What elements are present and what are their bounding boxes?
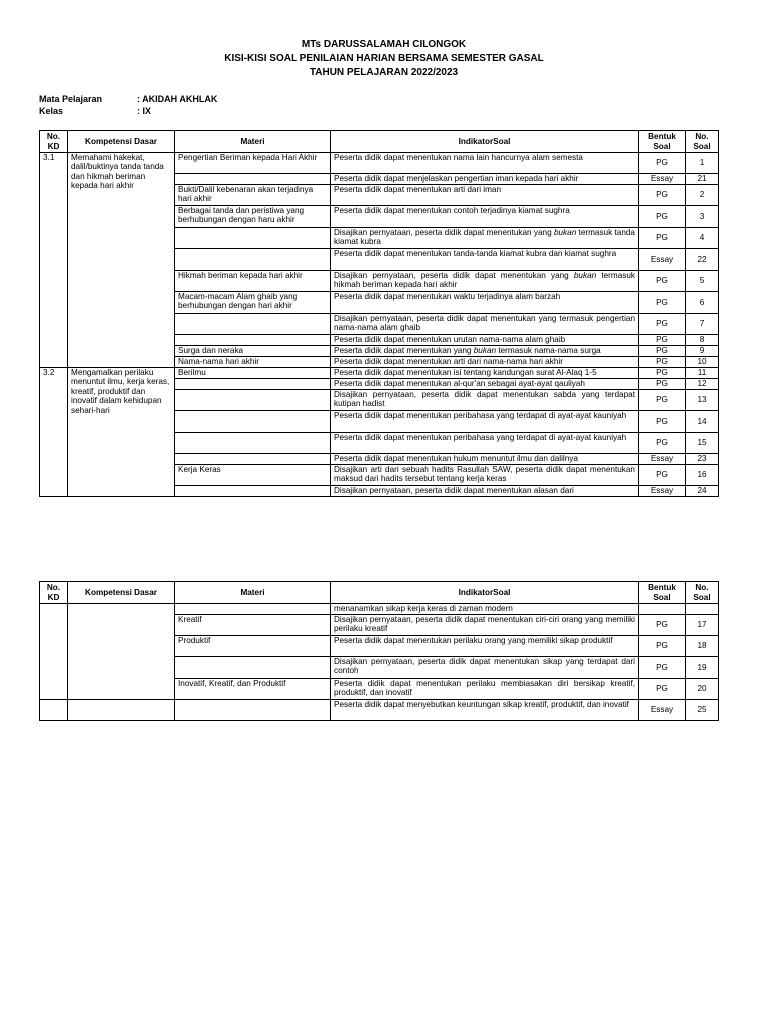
materi-cell: Bukti/Dalil kebenaran akan terjadinya hari akhir — [175, 185, 331, 206]
indikator-cell — [331, 271, 639, 292]
bentuk-cell: PG — [639, 390, 686, 411]
kd-number: 3.1 — [40, 153, 68, 368]
table-header — [40, 131, 719, 153]
indikator-text-b: termasuk hikmah beriman kepada hari akhir — [334, 271, 635, 290]
grid-table-page2 — [39, 581, 719, 721]
materi-cell: Inovatif, Kreatif, dan Produktif — [175, 679, 331, 700]
col-header-materi: Materi — [175, 582, 331, 604]
table-row — [40, 700, 719, 721]
bentuk-cell: Essay — [639, 700, 686, 721]
indikator-text-a: Disajikan pernyataan, peserta didik dapat menentukan yang — [334, 228, 554, 237]
col-header-kd: Kompetensi Dasar — [68, 582, 175, 604]
bentuk-cell: PG — [639, 185, 686, 206]
indikator-cell: Peserta didik dapat menentukan arti dari iman — [331, 185, 639, 206]
indikator-cell: Peserta didik dapat menentukan waktu terjadinya alam barzah — [331, 292, 639, 314]
class-label: Kelas — [39, 106, 64, 116]
bentuk-cell: PG — [639, 206, 686, 228]
materi-cell: Berilmu — [175, 368, 331, 379]
col-header-indikator: IndikatorSoal — [331, 582, 639, 604]
indikator-cell: Peserta didik dapat menentukan perilaku membiasakan diri bersikap kreatif, produktif, dan inovatif — [331, 679, 639, 700]
indikator-cell: Disajikan pernyataan, peserta didik dapat menentukan alasan dari — [331, 486, 639, 497]
table-header — [40, 582, 719, 604]
col-header-bentuk: Bentuk Soal — [639, 582, 686, 604]
bentuk-cell — [639, 604, 686, 615]
no-soal-cell: 7 — [686, 314, 719, 335]
table-row — [40, 368, 719, 379]
document-title: KISI-KISI SOAL PENILAIAN HARIAN BERSAMA SEMESTER GASAL — [224, 53, 544, 64]
indikator-cell: Peserta didik dapat menentukan nama lain hancurnya alam semesta — [331, 153, 639, 174]
bentuk-cell: PG — [639, 615, 686, 636]
indikator-cell: Disajikan pernyataan, peserta didik dapat menentukan sikap yang terdapat dari contoh — [331, 657, 639, 679]
bentuk-cell: PG — [639, 228, 686, 249]
no-soal-cell: 13 — [686, 390, 719, 411]
indikator-cell: Peserta didik dapat menentukan isi tentang kandungan surat Al-Alaq 1-5 — [331, 368, 639, 379]
bentuk-cell: PG — [639, 636, 686, 657]
table-row — [40, 153, 719, 174]
indikator-cell: Peserta didik dapat menentukan peribahasa yang terdapat di ayat-ayat kauniyah — [331, 411, 639, 433]
materi-cell — [175, 228, 331, 249]
no-soal-cell: 19 — [686, 657, 719, 679]
indikator-emphasis: bukan — [473, 346, 497, 355]
bentuk-cell: PG — [639, 153, 686, 174]
materi-cell — [175, 379, 331, 390]
indikator-cell — [331, 228, 639, 249]
col-header-bentuk: Bentuk Soal — [639, 131, 686, 153]
subject-label: Mata Pelajaran — [39, 94, 103, 104]
indikator-text-b: termasuk nama-nama surga — [496, 346, 601, 355]
bentuk-cell: PG — [639, 379, 686, 390]
indikator-cell: Disajikan pernyataan, peserta didik dapat menentukan sabda yang terdapat kutipan hadist — [331, 390, 639, 411]
no-soal-cell: 24 — [686, 486, 719, 497]
col-header-no-soal: No. Soal — [686, 582, 719, 604]
academic-year: TAHUN PELAJARAN 2022/2023 — [309, 67, 459, 78]
no-soal-cell: 11 — [686, 368, 719, 379]
indikator-cell: Peserta didik dapat menentukan contoh terjadinya kiamat sughra — [331, 206, 639, 228]
indikator-cell: Peserta didik dapat menyebutkan keuntungan sikap kreatif, produktif, dan inovatif — [331, 700, 639, 721]
indikator-text-b: termasuk tanda kiamat kubra — [334, 228, 635, 247]
materi-cell — [175, 657, 331, 679]
materi-cell — [175, 700, 331, 721]
kd-description — [68, 604, 175, 700]
indikator-cell: Disajikan pernyataan, peserta didik dapat menentukan ciri-ciri orang yang memiliki perilaku kreatif — [331, 615, 639, 636]
bentuk-cell: PG — [639, 346, 686, 357]
bentuk-cell: PG — [639, 368, 686, 379]
materi-cell: Hikmah beriman kepada hari akhir — [175, 271, 331, 292]
materi-cell — [175, 335, 331, 346]
no-soal-cell: 9 — [686, 346, 719, 357]
bentuk-cell: Essay — [639, 486, 686, 497]
indikator-text-a: Peserta didik dapat menentukan yang — [334, 346, 474, 355]
indikator-emphasis: bukan — [573, 271, 597, 280]
no-soal-cell: 18 — [686, 636, 719, 657]
no-soal-cell: 20 — [686, 679, 719, 700]
indikator-cell: Peserta didik dapat menjelaskan pengertian iman kepada hari akhir — [331, 174, 639, 185]
bentuk-cell: PG — [639, 292, 686, 314]
kd-description: Memahami hakekat, dalil/buktinya tanda tanda dan hikmah beriman kepada hari akhir — [68, 153, 175, 368]
no-soal-cell: 8 — [686, 335, 719, 346]
indikator-cell: Peserta didik dapat menentukan arti dari nama-nama hari akhir — [331, 357, 639, 368]
materi-cell — [175, 314, 331, 335]
materi-cell — [175, 454, 331, 465]
bentuk-cell: PG — [639, 433, 686, 454]
no-soal-cell: 15 — [686, 433, 719, 454]
materi-cell — [175, 433, 331, 454]
materi-cell: Kerja Keras — [175, 465, 331, 486]
no-soal-cell: 2 — [686, 185, 719, 206]
indikator-emphasis: bukan — [553, 228, 577, 237]
col-header-materi: Materi — [175, 131, 331, 153]
bentuk-cell: PG — [639, 657, 686, 679]
grid-table-page1 — [39, 130, 719, 497]
no-soal-cell: 17 — [686, 615, 719, 636]
indikator-cell — [331, 346, 639, 357]
no-soal-cell: 4 — [686, 228, 719, 249]
no-soal-cell: 21 — [686, 174, 719, 185]
bentuk-cell: PG — [639, 314, 686, 335]
no-soal-cell: 6 — [686, 292, 719, 314]
bentuk-cell: Essay — [639, 454, 686, 465]
indikator-cell: Peserta didik dapat menentukan tanda-tanda kiamat kubra dan kiamat sughra — [331, 249, 639, 271]
subject-row — [39, 93, 217, 105]
indikator-text-a: Disajikan pernyataan, peserta didik dapat menentukan yang — [334, 271, 574, 280]
bentuk-cell: PG — [639, 357, 686, 368]
materi-cell: Surga dan neraka — [175, 346, 331, 357]
bentuk-cell: Essay — [639, 174, 686, 185]
materi-cell: Macam-macam Alam ghaib yang berhubungan dengan hari akhir — [175, 292, 331, 314]
bentuk-cell: PG — [639, 465, 686, 486]
bentuk-cell: PG — [639, 271, 686, 292]
indikator-cell: Peserta didik dapat menentukan hukum menuntut ilmu dan dalilnya — [331, 454, 639, 465]
table-row — [40, 604, 719, 615]
materi-cell — [175, 390, 331, 411]
materi-cell: Nama-nama hari akhir — [175, 357, 331, 368]
no-soal-cell: 1 — [686, 153, 719, 174]
materi-cell: Kreatif — [175, 615, 331, 636]
indikator-cell: Disajikan arti dari sebuah hadits Rasullah SAW, peserta didik dapat menentukan maksud dari hadits tersebut tentang kerja keras — [331, 465, 639, 486]
col-header-indikator: IndikatorSoal — [331, 131, 639, 153]
bentuk-cell: Essay — [639, 249, 686, 271]
kd-number: 3.2 — [40, 368, 68, 497]
class-row — [39, 105, 151, 117]
indikator-cell: menanamkan sikap kerja keras di zaman modern — [331, 604, 639, 615]
bentuk-cell: PG — [639, 335, 686, 346]
kd-number — [40, 700, 68, 721]
materi-cell: Produktif — [175, 636, 331, 657]
materi-cell: Pengertian Beriman kepada Hari Akhir — [175, 153, 331, 174]
materi-cell: Berbagai tanda dan peristiwa yang berhubungan dengan haru akhir — [175, 206, 331, 228]
no-soal-cell: 12 — [686, 379, 719, 390]
kd-number — [40, 604, 68, 700]
materi-cell — [175, 174, 331, 185]
indikator-cell: Disajikan pernyataan, peserta didik dapat menentukan yang termasuk pengertian nama-nama alam ghaib — [331, 314, 639, 335]
indikator-cell: Peserta didik dapat menentukan al-qur'an sebagai ayat-ayat qauliyah — [331, 379, 639, 390]
indikator-cell: Peserta didik dapat menentukan perilaku orang yang memiliki sikap produktif — [331, 636, 639, 657]
materi-cell — [175, 411, 331, 433]
col-header-no-soal: No. Soal — [686, 131, 719, 153]
no-soal-cell — [686, 604, 719, 615]
indikator-cell: Peserta didik dapat menentukan urutan nama-nama alam ghaib — [331, 335, 639, 346]
indikator-cell: Peserta didik dapat menentukan peribahasa yang terdapat di ayat-ayat kauniyah — [331, 433, 639, 454]
materi-cell — [175, 249, 331, 271]
bentuk-cell: PG — [639, 679, 686, 700]
no-soal-cell: 25 — [686, 700, 719, 721]
no-soal-cell: 22 — [686, 249, 719, 271]
kd-description — [68, 700, 175, 721]
materi-cell — [175, 486, 331, 497]
no-soal-cell: 23 — [686, 454, 719, 465]
class-value: : IX — [137, 106, 152, 116]
col-header-no-kd: No. KD — [40, 131, 68, 153]
no-soal-cell: 16 — [686, 465, 719, 486]
no-soal-cell: 5 — [686, 271, 719, 292]
subject-value: : AKIDAH AKHLAK — [137, 94, 218, 104]
no-soal-cell: 14 — [686, 411, 719, 433]
no-soal-cell: 3 — [686, 206, 719, 228]
no-soal-cell: 10 — [686, 357, 719, 368]
school-name: MTs DARUSSALAMAH CILONGOK — [301, 39, 467, 50]
materi-cell — [175, 604, 331, 615]
col-header-no-kd: No. KD — [40, 582, 68, 604]
kd-description: Mengamalkan perilaku menuntut ilmu, kerja keras, kreatif, produktif dan inovatif dalam kehidupan sehari-hari — [68, 368, 175, 497]
col-header-kd: Kompetensi Dasar — [68, 131, 175, 153]
bentuk-cell: PG — [639, 411, 686, 433]
